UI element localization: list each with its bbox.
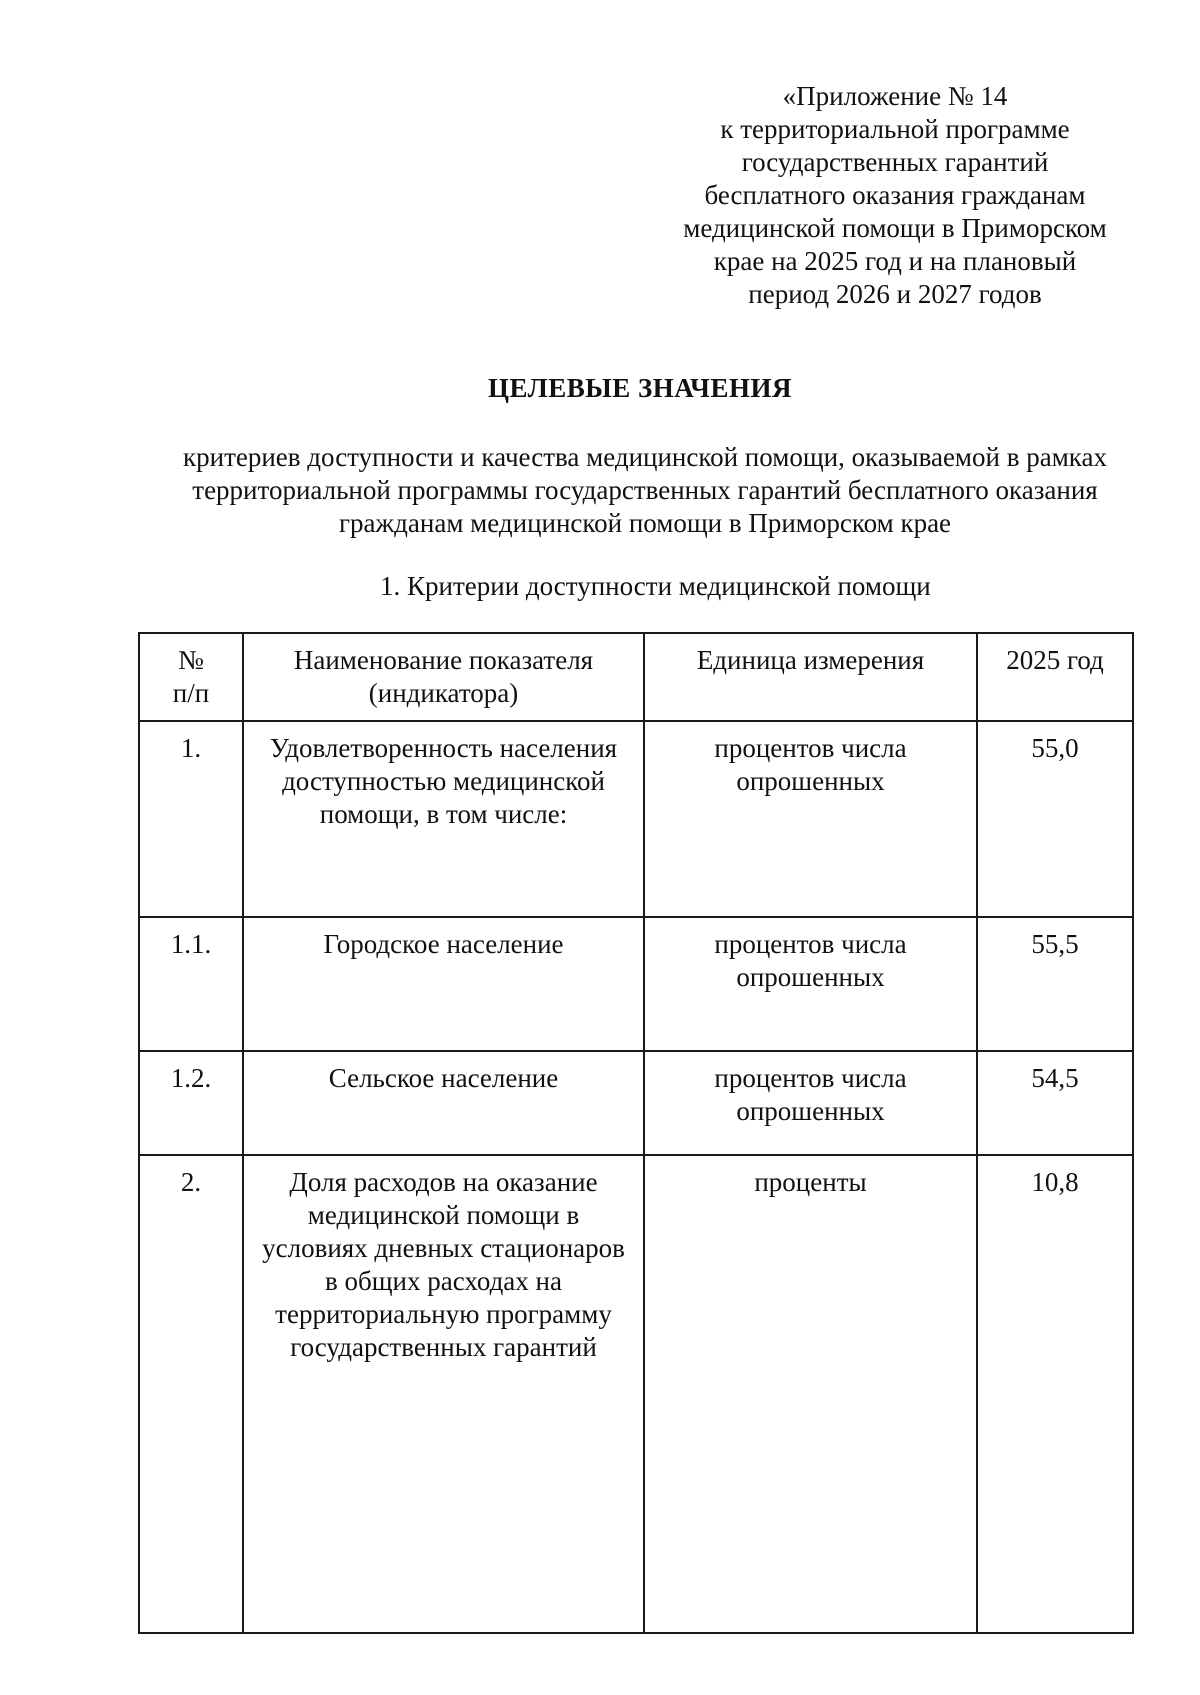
row-unit-line: проценты bbox=[754, 1167, 867, 1197]
document-subtitle bbox=[130, 441, 1160, 540]
appendix-line: медицинской помощи в Приморском bbox=[683, 213, 1107, 243]
row-name-line: Доля расходов на оказание bbox=[289, 1167, 598, 1197]
row-value: 10,8 bbox=[977, 1155, 1133, 1633]
subtitle-line: критериев доступности и качества медицинской помощи, оказываемой в рамках bbox=[183, 442, 1107, 472]
row-num: 1. bbox=[139, 721, 243, 917]
header-unit-text: Единица измерения bbox=[696, 645, 925, 675]
row-name bbox=[243, 1155, 644, 1633]
header-name-line: (индикатора) bbox=[368, 678, 519, 708]
table-header-row bbox=[139, 633, 1133, 721]
row-unit-line: процентов числа bbox=[714, 929, 907, 959]
table-row bbox=[139, 1155, 1133, 1633]
row-unit bbox=[644, 1051, 977, 1155]
appendix-line: крае на 2025 год и на плановый bbox=[713, 246, 1077, 276]
appendix-header bbox=[660, 80, 1130, 311]
row-value: 54,5 bbox=[977, 1051, 1133, 1155]
table-row bbox=[139, 917, 1133, 1051]
header-unit bbox=[644, 633, 977, 721]
row-unit-line: процентов числа bbox=[714, 1063, 907, 1093]
row-name-line: Сельское население bbox=[328, 1063, 559, 1093]
subtitle-line: территориальной программы государственных гарантий бесплатного оказания bbox=[192, 475, 1098, 505]
row-name-line: условиях дневных стационаров bbox=[262, 1233, 625, 1263]
section-title: 1. Критерии доступности медицинской помощи bbox=[380, 571, 931, 601]
table-row bbox=[139, 721, 1133, 917]
row-name-line: Удовлетворенность населения bbox=[269, 733, 618, 763]
row-value: 55,0 bbox=[977, 721, 1133, 917]
row-num: 2. bbox=[139, 1155, 243, 1633]
row-name-line: государственных гарантий bbox=[290, 1332, 597, 1362]
header-name bbox=[243, 633, 644, 721]
appendix-line: бесплатного оказания гражданам bbox=[704, 180, 1086, 210]
row-num: 1.1. bbox=[139, 917, 243, 1051]
appendix-line: государственных гарантий bbox=[741, 147, 1049, 177]
row-num: 1.2. bbox=[139, 1051, 243, 1155]
row-name bbox=[243, 721, 644, 917]
appendix-line: «Приложение № 14 bbox=[782, 81, 1008, 111]
document-title: ЦЕЛЕВЫЕ ЗНАЧЕНИЯ bbox=[487, 373, 793, 403]
row-unit-line: процентов числа bbox=[714, 733, 907, 763]
row-name-line: в общих расходах на bbox=[325, 1266, 562, 1296]
header-num bbox=[139, 633, 243, 721]
row-value: 55,5 bbox=[977, 917, 1133, 1051]
appendix-line: период 2026 и 2027 годов bbox=[748, 279, 1042, 309]
header-name-line: Наименование показателя bbox=[293, 645, 594, 675]
row-unit bbox=[644, 1155, 977, 1633]
row-unit bbox=[644, 917, 977, 1051]
subtitle-line: гражданам медицинской помощи в Приморском крае bbox=[338, 508, 952, 538]
table-row bbox=[139, 1051, 1133, 1155]
row-name-line: медицинской помощи в bbox=[307, 1200, 580, 1230]
row-name bbox=[243, 917, 644, 1051]
header-year bbox=[977, 633, 1133, 721]
row-unit-line: опрошенных bbox=[736, 962, 885, 992]
row-name bbox=[243, 1051, 644, 1155]
header-num-line: п/п bbox=[172, 678, 210, 708]
row-name-line: помощи, в том числе: bbox=[319, 799, 568, 829]
row-name-line: доступностью медицинской bbox=[282, 766, 605, 796]
header-num-line: № bbox=[178, 645, 204, 675]
row-unit-line: опрошенных bbox=[736, 766, 885, 796]
header-year-text: 2025 год bbox=[1006, 645, 1104, 675]
row-name-line: Городское население bbox=[323, 929, 564, 959]
appendix-line: к территориальной программе bbox=[720, 114, 1070, 144]
row-unit bbox=[644, 721, 977, 917]
row-unit-line: опрошенных bbox=[736, 1096, 885, 1126]
row-name-line: территориальную программу bbox=[275, 1299, 612, 1329]
criteria-table bbox=[138, 632, 1134, 1634]
